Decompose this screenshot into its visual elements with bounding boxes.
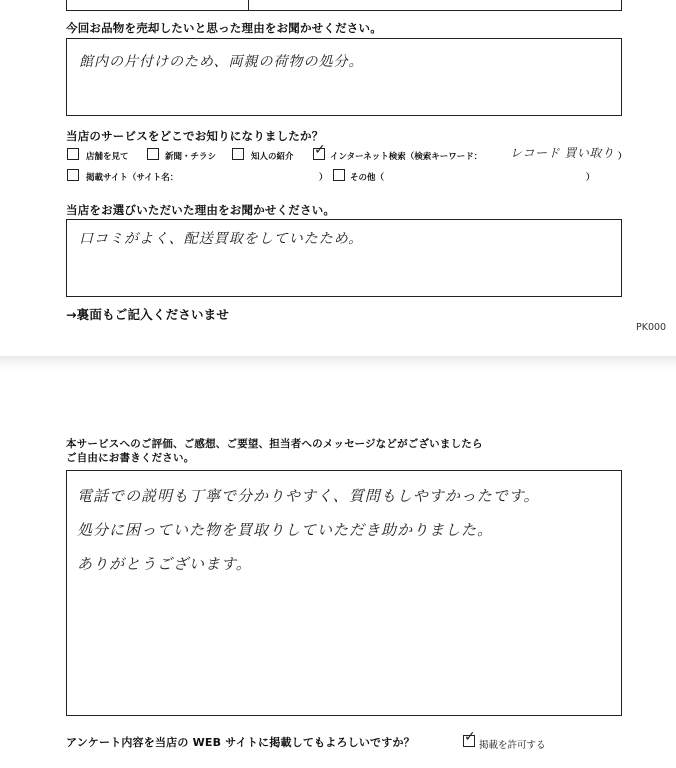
answer-feedback-line2: 処分に困っていた物を買取りしていただき助かりました。 [77,521,494,539]
question-publish: アンケート内容を当店の WEB サイトに掲載してもよろしいですか？ [66,736,415,749]
document-code: PK000 [636,322,667,333]
checkbox-internet[interactable] [313,142,326,160]
answer-box-reason-sell[interactable] [66,38,622,116]
internet-keyword: レコード 買い取り [510,146,615,160]
checkbox-other[interactable] [333,169,345,181]
question-reason-choose: 当店をお選びいただいた理由をお聞かせください。 [66,203,336,217]
label-internet: インターネット検索（検索キーワード： [330,152,483,162]
label-store: 店舗を見て [86,152,129,162]
checkbox-newspaper[interactable] [147,148,159,160]
label-listing-site: 掲載サイト（サイト名： [86,173,179,183]
checkbox-store[interactable] [67,148,79,160]
question-feedback-line1: 本サービスへのご評価、ご感想、ご要望、担当者へのメッセージなどがございましたら [66,438,483,450]
question-feedback-line2: ご自由にお書きください。 [66,452,195,464]
checkbox-publish[interactable] [463,729,476,747]
label-referral: 知人の紹介 [251,152,294,162]
survey-page-back [0,372,676,768]
label-internet-close: ） [618,152,627,162]
label-other: その他（ [350,173,385,183]
checkmark-icon: ✓ [314,142,326,158]
survey-page-front [0,0,676,356]
label-publish: 掲載を許可する [479,740,546,751]
label-listing-close: ） [319,173,328,183]
answer-feedback-line1: 電話での説明も丁寧で分かりやすく、質問もしやすかったです。 [77,487,540,505]
label-other-close: ） [586,173,595,183]
backside-note: →裏面もご記入くださいませ [66,307,230,322]
answer-box-feedback[interactable] [66,470,622,716]
answer-text-reason-sell: 館内の片付けのため、両親の荷物の処分。 [79,54,364,70]
page-separator [0,356,676,372]
top-table-divider [248,0,249,11]
question-reason-sell: 今回お品物を売却したいと思った理由をお聞かせください。 [66,21,382,35]
answer-box-reason-choose[interactable] [66,219,622,297]
top-table-remnant [66,0,622,11]
checkbox-referral[interactable] [232,148,244,160]
label-newspaper: 新聞・チラシ [165,152,217,162]
checkbox-listing-site[interactable] [67,169,79,181]
answer-text-reason-choose: 口コミがよく、配送買取をしていたため。 [79,231,364,247]
answer-feedback-line3: ありがとうございます。 [77,555,252,573]
question-how-found: 当店のサービスをどこでお知りになりましたか？ [66,129,324,143]
checkmark-icon: ✓ [464,729,476,745]
